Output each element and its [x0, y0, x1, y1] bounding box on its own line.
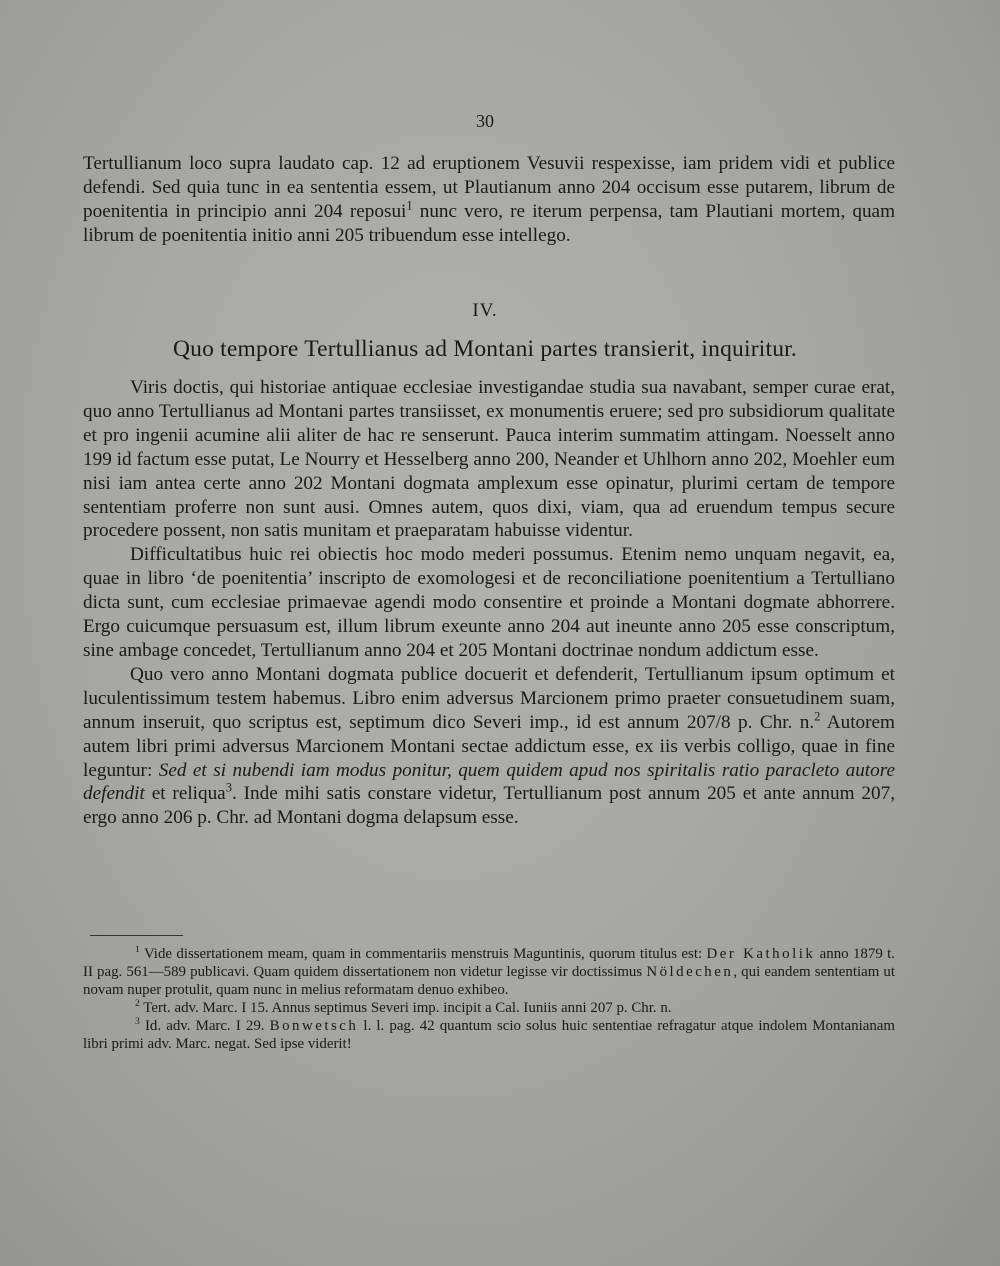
footnote-2 [83, 999, 895, 1017]
main-text [83, 376, 895, 830]
paragraph-3-text-c: et reliqua [144, 783, 226, 805]
section-title: Quo tempore Tertullianus ad Montani partes transierit, inquiritur. [173, 336, 797, 362]
footnote-ref-3: 3 [225, 781, 232, 796]
paragraph-3-quote: Sed et si nubendi iam modus ponitur, quem quidem apud nos spiritalis ratio paracleto autore defendit [83, 759, 896, 805]
footnote-3 [83, 1017, 895, 1053]
paragraph-3 [83, 663, 895, 830]
paragraph-3-text-d: . Inde mihi satis constare videtur, Tertullianum post annum 205 et ante annum 207, ergo anno 206 p. Chr. ad Montani dogma delapsum esse. [83, 783, 895, 829]
footnote-1-text-b: anno 1879 t. II pag. 561—589 publicavi. Quam quidem dissertationem non videtur legisse vir doctissimus [83, 946, 896, 981]
footnote-ref-1: 1 [406, 198, 413, 213]
footnote-3-author: Bonwetsch [269, 1018, 359, 1035]
footnote-1-mark: 1 [135, 944, 140, 956]
footnote-1-text-c: , qui eandem sententiam ut novam nuper protulit, quam nunc in melius reformatam denuo exhibeo. [83, 964, 896, 999]
paragraph-1: Viris doctis, qui historiae antiquae ecclesiae investigandae studia sua navabant, semper curae erat, quo anno Tertullianus ad Montani partes transiisset, ex monumentis eruere; sed pro subsidiorum qualitate et pro ingenii acumine alii aliter de hac re senserunt. Pauca interim summatim attingam. Noesselt anno 199 id factum esse putat, Le Nourry et Hesselberg anno 200, Neander et Uhlhorn anno 202, Moehler eum nisi iam antea certe anno 202 Montani dogmata amplexum esse opinatur, plurimi certam de tempore sententiam proferre non sunt ausi. Omnes autem, quos dixi, viam, qua ad eruendum tempus secure procedere possent, non satis munitam et praeparatam habuisse videntur. [83, 377, 895, 542]
page-number: 30 [476, 111, 494, 131]
intro-paragraph [83, 152, 895, 248]
footnote-2-text: Tert. adv. Marc. I 15. Annus septimus Severi imp. incipit a Cal. Iuniis anni 207 p. Chr. n. [139, 1000, 672, 1017]
footnote-1-journal: Der Katholik [706, 946, 816, 962]
section-number: IV. [472, 300, 498, 321]
footnote-3-mark: 3 [135, 1016, 140, 1028]
footnotes [83, 945, 895, 1054]
paragraph-3-text-b: Autorem autem libri primi adversus Marcionem Montani sectae addictum esse, ex iis verbis colligo, quae in fine leguntur: [83, 711, 895, 781]
paragraph-3-text-a: Quo vero anno Montani dogmata publice docuerit et defenderit, Tertullianum ipsum optimum et luculentissimum testem habemus. Libro enim adversus Marcionem primo praeter consuetudinem suam, annum inseruit, quo scriptus est, septimum dico Severi imp., id est annum 207/8 p. Chr. n. [83, 663, 895, 733]
intro-text-a: Tertullianum loco supra laudato cap. 12 ad eruptionem Vesuvii respexisse, iam pridem vidi et publice defendi. Sed quia tunc in ea sententia essem, ut Plautianum anno 204 occisum esse putarem, librum de poenitentia in principio anni 204 reposui [83, 153, 895, 222]
footnote-1 [83, 945, 895, 999]
footnote-1-text-a: Vide dissertationem meam, quam in commentariis menstruis Maguntinis, quorum titulus est: [139, 946, 707, 962]
paragraph-2: Difficultatibus huic rei obiectis hoc modo mederi possumus. Etenim nemo unquam negavit, ea, quae in libro ‘de poenitentia’ inscripto de exomologesi et de reconciliatione poenitentium a Tertulliano dicta sunt, cum ecclesiae primaevae agendi modo consentire et proinde a Montani dogmate abhorrere. Ergo cuicumque persuasum est, illum librum exeunte anno 204 aut ineunte anno 205 esse conscriptum, sine ambage concedet, Tertullianum anno 204 et 205 Montani doctrinae nondum addictum esse. [83, 544, 895, 661]
footnote-1-author: Nöldechen [646, 964, 734, 981]
footnote-2-mark: 2 [135, 998, 140, 1010]
footnote-3-text-b: l. l. pag. 42 quantum scio solus huic sententiae refragatur atque indolem Montanianam libri primi adv. Marc. negat. Sed ipse viderit! [83, 1018, 895, 1053]
footnote-ref-2: 2 [814, 709, 821, 724]
intro-text-b: nunc vero, re iterum perpensa, tam Plautiani mortem, quam librum de poenitentia initio anni 205 tribuendum esse intellego. [83, 200, 895, 246]
footnote-rule [90, 935, 183, 936]
footnote-3-text-a: Id. adv. Marc. I 29. [139, 1018, 270, 1035]
